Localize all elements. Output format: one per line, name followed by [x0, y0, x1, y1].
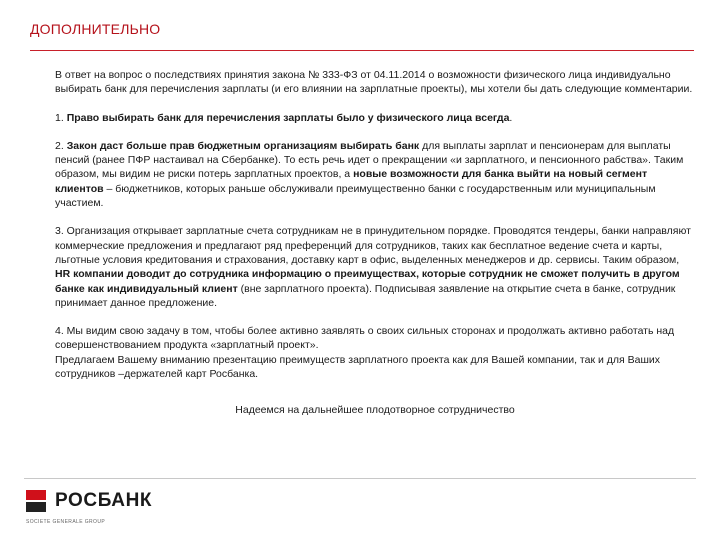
point-2-text-1: для выплаты зарплат и пенсионерам для выплаты пенсий (ранее ПФР настаивал на Сбербанке). То есть речь идет о прекращении «и зарплатного, и пенсионного рабства». Таким образом, мы видим не риски потерь зарплатных проектов, а [55, 139, 684, 181]
point-2-bold-2: новые возможности для банка выйти на новый сегмент клиентов [55, 168, 648, 195]
point-4-paragraph [55, 324, 695, 381]
point-2-paragraph [55, 139, 695, 210]
point-1-paragraph [55, 111, 695, 125]
point-3-bold: HR компании доводит до сотрудника информацию о преимуществах, которые сотрудник не сможет получить в другом банке как индивидуальный клиент [55, 268, 680, 295]
point-3-paragraph [55, 224, 695, 310]
page-title: ДОПОЛНИТЕЛЬНО [30, 21, 161, 37]
footer-divider [24, 478, 696, 479]
closing-line: Надеемся на дальнейшее плодотворное сотрудничество [235, 404, 515, 417]
point-1-bold: Право выбирать банк для перечисления зарплаты было у физического лица всегда [66, 111, 510, 124]
point-2-text-2: – бюджетников, которых раньше обслуживали преимущественно банки с государственным или муниципальным участием. [55, 182, 656, 210]
title-divider [30, 50, 694, 51]
point-1-number: 1. [55, 111, 67, 124]
document-body [55, 68, 695, 432]
point-4-line-2: Предлагаем Вашему вниманию презентацию преимуществ зарплатного проекта как для Вашей компании, так и для Ваших сотрудников –держателей карт Росбанка. [55, 353, 660, 381]
point-2-bold-1: Закон даст больше прав бюджетным организациям выбирать банк [66, 139, 420, 152]
rosbank-logo-text: РОСБАНК [55, 490, 153, 511]
point-4-line-1: 4. Мы видим свою задачу в том, чтобы более активно заявлять о своих сильных сторонах и продолжать активно работать над совершенствованием продукта «зарплатный проект». [55, 325, 675, 352]
rosbank-logo-icon [26, 490, 46, 512]
rosbank-logo [26, 489, 152, 513]
point-2-number: 2. [55, 139, 67, 152]
point-3-text-2: (вне зарплатного проекта). Подписывая заявление на открытие счета в банке, сотрудник принимает данное предложение. [55, 282, 676, 309]
point-1-end: . [509, 111, 513, 124]
intro-paragraph: В ответ на вопрос о последствиях принятия закона № 333-ФЗ от 04.11.2014 о возможности физического лица индивидуально выбирать банк для перечисления зарплаты (и его влиянии на зарплатные проекты), мы хотели бы дать следующие комментарии. [55, 69, 693, 96]
logo-subtitle: SOCIETE GENERALE GROUP [26, 519, 106, 525]
point-3-text-1: 3. Организация открывает зарплатные счета сотрудникам не в принудительном порядке. Проводятся тендеры, банки направляют коммерческие предложения и предлагают ряд преференций для сотрудников, таких как бесплатное ведение счета и карты, льготные условия кредитования и страхования, доставку карт в офис, выделенных менеджеров и др. сервисы. Таким образом, [55, 225, 691, 266]
